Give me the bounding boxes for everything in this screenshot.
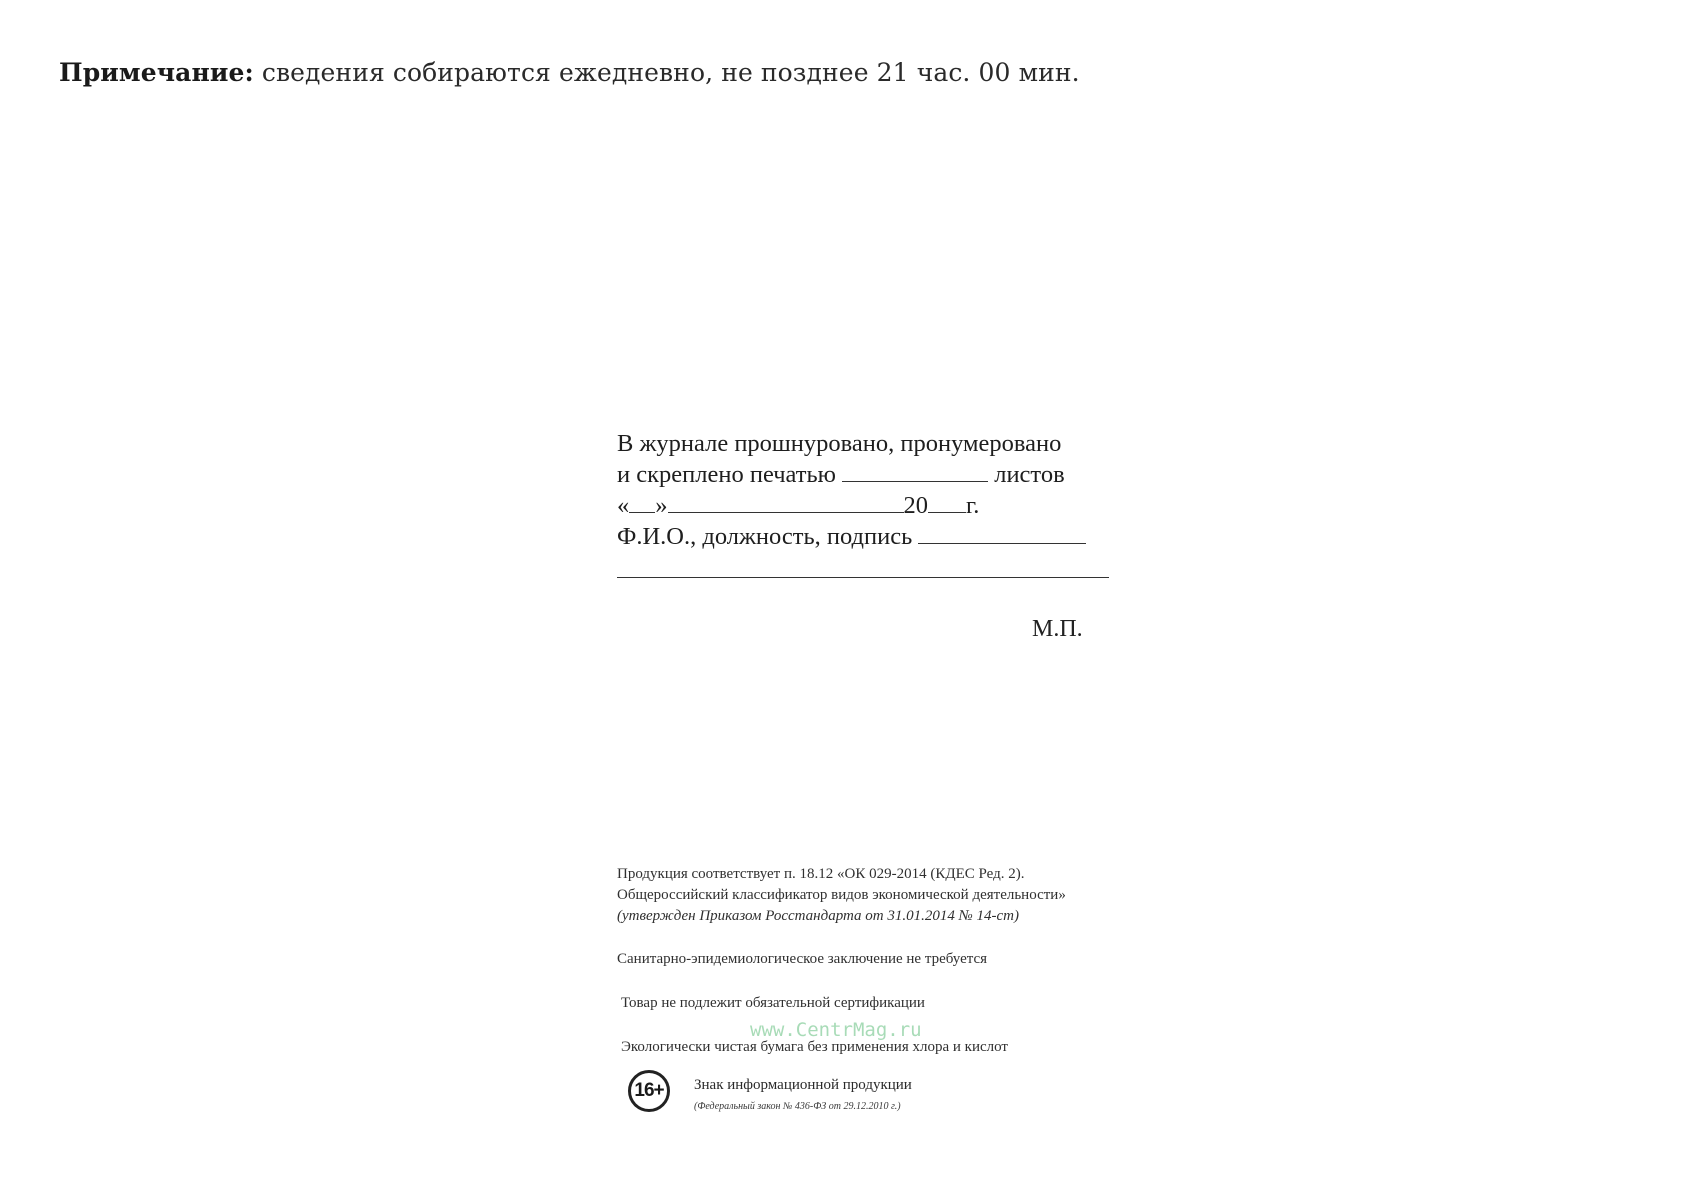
signature-label: Ф.И.О., должность, подпись [617,523,913,550]
note-text: сведения собираются ежедневно, не позднее 21 час. 00 мин. [261,58,1080,87]
certification-note: Товар не подлежит обязательной сертификации [621,995,925,1011]
date-open-quote: « [617,492,630,519]
cert-line-2 [617,459,1137,490]
sanitary-note: Санитарно-эпидемиологическое заключение не требуется [617,951,988,967]
age-rating-16-icon: 16+ [628,1070,670,1112]
watermark: www.CentrMag.ru [750,1019,922,1041]
signature-blank [918,521,1086,544]
year-blank [928,490,966,513]
eco-paper-note: Экологически чистая бумага без применения хлора и кислот [621,1039,1008,1055]
cert-date-line [617,490,1137,521]
sheets-count-blank [842,459,988,482]
day-blank [629,490,655,513]
conformity-line-3: (утвержден Приказом Росстандарта от 31.01.2014 № 14-ст) [617,908,1019,924]
note [59,58,1080,87]
date-close-quote: » [655,492,668,519]
certification-block [617,428,1137,552]
cert-signature-line [617,521,1137,552]
info-sign-law: (Федеральный закон № 436-ФЗ от 29.12.2010 г.) [694,1101,901,1112]
cert-line-2-prefix: и скреплено печатью [617,461,836,488]
signature-underline [617,577,1109,578]
conformity-line-2: Общероссийский классификатор видов экономической деятельности» [617,887,1066,903]
year-prefix: 20 [903,492,928,519]
month-blank [668,490,904,513]
cert-line-1: В журнале прошнуровано, пронумеровано [617,430,1062,457]
stamp-label: М.П. [1032,616,1083,642]
cert-line-2-suffix: листов [994,461,1065,488]
note-label: Примечание: [59,58,254,87]
conformity-line-1: Продукция соответствует п. 18.12 «ОК 029-2014 (КДЕС Ред. 2). [617,866,1025,882]
info-sign-title: Знак информационной продукции [694,1077,912,1093]
year-suffix: г. [966,492,980,519]
